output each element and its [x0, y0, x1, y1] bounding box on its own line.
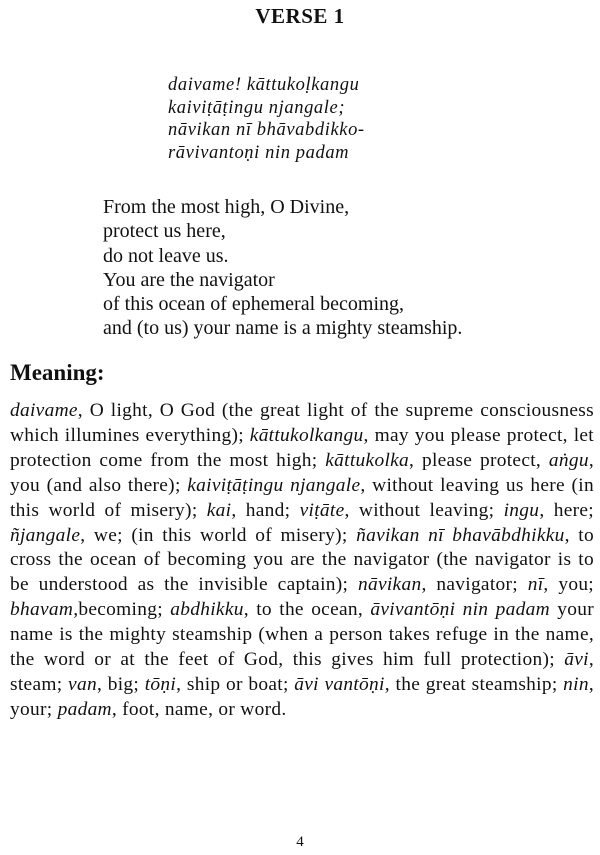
- meaning-term: nin: [563, 673, 589, 695]
- meaning-term: aṅgu: [548, 449, 589, 471]
- translation-line: do not leave us.: [103, 244, 229, 267]
- translation-line: You are the navigator: [103, 268, 275, 291]
- meaning-term: āvi vantōṇi: [294, 673, 385, 695]
- meaning-gloss: becoming;: [78, 599, 171, 621]
- meaning-term: ñjangale: [10, 524, 81, 546]
- meaning-gloss: , without leaving us here (in this world of misery);: [10, 474, 594, 521]
- meaning-gloss: your name is the mighty steamship (when a person takes refuge in the name, the word or at the feet of God, this gives him full protection);: [10, 599, 595, 671]
- meaning-term: van: [68, 673, 97, 695]
- transliteration-block: [168, 74, 365, 164]
- meaning-gloss: , hand;: [231, 499, 300, 521]
- meaning-term: padam: [57, 698, 112, 720]
- meaning-term: āvivantōṇi nin padam: [370, 599, 550, 621]
- meaning-gloss: , here;: [539, 499, 594, 521]
- meaning-gloss: , you (and also there);: [10, 449, 594, 496]
- meaning-gloss: , big;: [96, 673, 145, 695]
- meaning-gloss: , to the ocean,: [243, 599, 371, 621]
- transliteration-line: rāvivantoṇi nin padam: [168, 142, 350, 163]
- meaning-term: kaiviṭāṭingu njangale: [187, 474, 361, 496]
- meaning-term: viṭāte: [299, 499, 345, 521]
- meaning-term: ingu: [503, 499, 540, 521]
- meaning-gloss: , navigator;: [421, 574, 528, 596]
- transliteration-line: kaiviṭāṭingu njangale;: [168, 97, 346, 118]
- translation-line: From the most high, O Divine,: [103, 196, 350, 218]
- meaning-gloss: , your;: [10, 673, 594, 720]
- meaning-gloss: , the great steamship;: [384, 673, 564, 695]
- meaning-term: ñavikan nī bhavābdhikku: [356, 524, 565, 546]
- meaning-gloss: , to cross the ocean of becoming you are the navigator (the navigator is to be understood as the invisible captain);: [10, 524, 594, 596]
- meaning-term: tōṇi: [144, 673, 177, 695]
- meaning-gloss: , please protect,: [409, 449, 549, 471]
- meaning-term: bhavam,: [10, 599, 79, 621]
- translation-block: [103, 195, 462, 341]
- page-number: 4: [296, 834, 304, 850]
- meaning-term: nāvikan: [357, 574, 422, 596]
- meaning-term: kai: [206, 499, 232, 521]
- meaning-term: kāttukolkangu: [249, 424, 364, 446]
- meaning-gloss: , steam;: [10, 649, 594, 695]
- translation-line: of this ocean of ephemeral becoming,: [103, 293, 404, 316]
- translation-line: protect us here,: [103, 220, 226, 243]
- meaning-gloss: , may you please protect, let protection come from the most high;: [10, 424, 594, 471]
- meaning-gloss: , you;: [543, 574, 594, 596]
- meaning-gloss: , foot, name, or word.: [111, 698, 287, 720]
- translation-line: and (to us) your name is a mighty steamship.: [103, 317, 463, 340]
- meaning-term: āvi: [564, 649, 589, 671]
- transliteration-line: daivame! kāttukoḷkangu: [168, 75, 360, 95]
- meaning-term: nī: [527, 574, 544, 596]
- meaning-heading: Meaning:: [10, 360, 105, 385]
- meaning-gloss: , O light, O God (the great light of the supreme consciousness which illumines everything);: [10, 400, 594, 446]
- meaning-gloss: , ship or boat;: [176, 673, 295, 695]
- meaning-gloss: , without leaving;: [344, 499, 504, 521]
- meaning-term: kāttukolka: [325, 449, 410, 471]
- verse-heading: VERSE 1: [255, 4, 345, 28]
- meaning-gloss: , we; (in this world of misery);: [80, 524, 357, 546]
- transliteration-line: nāvikan nī bhāvabdikko-: [168, 120, 365, 140]
- meaning-term: daivame: [10, 400, 78, 421]
- meaning-term: abdhikku: [170, 599, 244, 621]
- meaning-paragraph: [10, 399, 594, 723]
